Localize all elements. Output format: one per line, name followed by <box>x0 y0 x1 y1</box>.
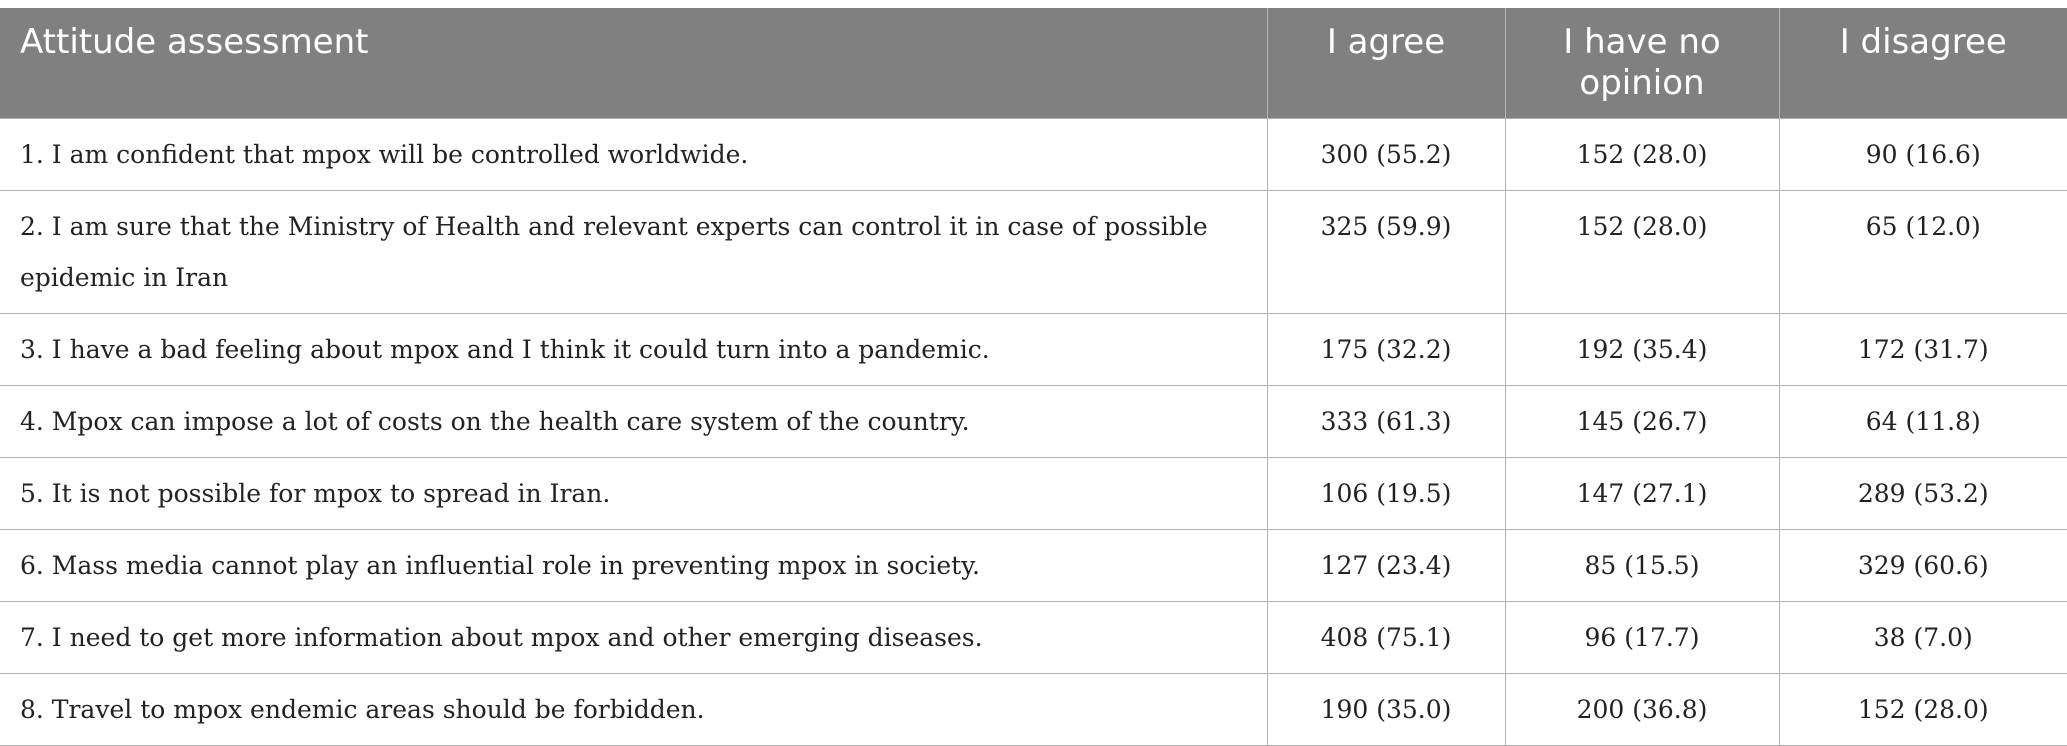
agree-cell: 300 (55.2) <box>1267 118 1505 190</box>
table-row <box>0 118 2067 190</box>
no-opinion-cell: 200 (36.8) <box>1505 673 1779 745</box>
disagree-cell: 152 (28.0) <box>1779 673 2067 745</box>
no-opinion-cell: 147 (27.1) <box>1505 457 1779 529</box>
agree-cell: 127 (23.4) <box>1267 529 1505 601</box>
attitude-table-container <box>0 8 2067 746</box>
disagree-cell: 172 (31.7) <box>1779 313 2067 385</box>
agree-cell: 190 (35.0) <box>1267 673 1505 745</box>
statement-cell: 4. Mpox can impose a lot of costs on the health care system of the country. <box>0 385 1267 457</box>
no-opinion-cell: 145 (26.7) <box>1505 385 1779 457</box>
table-row <box>0 457 2067 529</box>
statement-cell: 5. It is not possible for mpox to spread in Iran. <box>0 457 1267 529</box>
agree-cell: 175 (32.2) <box>1267 313 1505 385</box>
disagree-cell: 65 (12.0) <box>1779 190 2067 313</box>
agree-cell: 408 (75.1) <box>1267 601 1505 673</box>
table-row <box>0 313 2067 385</box>
table-row <box>0 385 2067 457</box>
header-no-opinion: I have no opinion <box>1505 8 1779 118</box>
agree-cell: 333 (61.3) <box>1267 385 1505 457</box>
disagree-cell: 90 (16.6) <box>1779 118 2067 190</box>
agree-cell: 106 (19.5) <box>1267 457 1505 529</box>
disagree-cell: 64 (11.8) <box>1779 385 2067 457</box>
header-i-agree: I agree <box>1267 8 1505 118</box>
statement-cell: 1. I am confident that mpox will be controlled worldwide. <box>0 118 1267 190</box>
header-attitude-assessment: Attitude assessment <box>0 8 1267 118</box>
disagree-cell: 38 (7.0) <box>1779 601 2067 673</box>
table-header <box>0 8 2067 118</box>
table-row <box>0 529 2067 601</box>
statement-cell: 8. Travel to mpox endemic areas should be forbidden. <box>0 673 1267 745</box>
table-row <box>0 190 2067 313</box>
table-row <box>0 601 2067 673</box>
no-opinion-cell: 96 (17.7) <box>1505 601 1779 673</box>
table-row <box>0 673 2067 745</box>
no-opinion-cell: 192 (35.4) <box>1505 313 1779 385</box>
statement-cell: 2. I am sure that the Ministry of Health and relevant experts can control it in case of possible epidemic in Iran <box>0 190 1267 313</box>
disagree-cell: 329 (60.6) <box>1779 529 2067 601</box>
statement-cell: 7. I need to get more information about mpox and other emerging diseases. <box>0 601 1267 673</box>
no-opinion-cell: 152 (28.0) <box>1505 118 1779 190</box>
no-opinion-cell: 85 (15.5) <box>1505 529 1779 601</box>
no-opinion-cell: 152 (28.0) <box>1505 190 1779 313</box>
table-body <box>0 118 2067 745</box>
header-row <box>0 8 2067 118</box>
header-i-disagree: I disagree <box>1779 8 2067 118</box>
statement-cell: 6. Mass media cannot play an influential role in preventing mpox in society. <box>0 529 1267 601</box>
attitude-assessment-table <box>0 8 2067 746</box>
statement-cell: 3. I have a bad feeling about mpox and I think it could turn into a pandemic. <box>0 313 1267 385</box>
disagree-cell: 289 (53.2) <box>1779 457 2067 529</box>
agree-cell: 325 (59.9) <box>1267 190 1505 313</box>
